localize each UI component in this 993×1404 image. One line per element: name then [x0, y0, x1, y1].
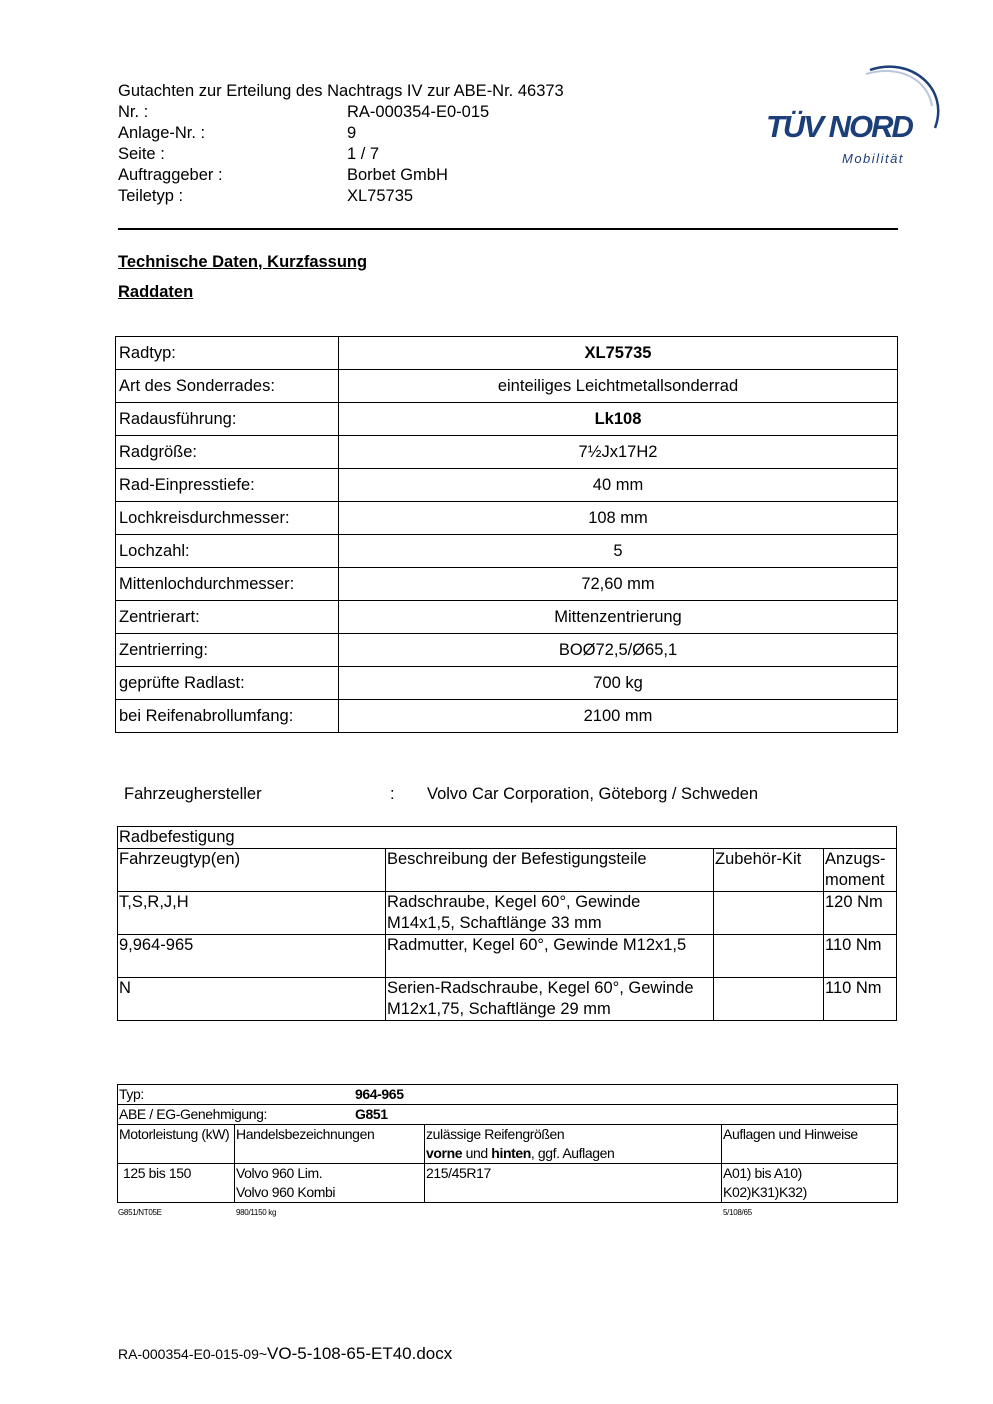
- cell-typ: N: [118, 978, 386, 1021]
- table-row: [116, 370, 898, 403]
- cell-reifen: 215/45R17: [425, 1164, 722, 1203]
- befestigung-title: Radbefestigung: [118, 827, 897, 849]
- foot-bolt: 5/108/65: [723, 1208, 752, 1217]
- table-row: [116, 667, 898, 700]
- table-row: [116, 403, 898, 436]
- row-value: 2100 mm: [339, 700, 898, 733]
- document-header: [118, 81, 758, 207]
- table-row: [116, 568, 898, 601]
- header-value: RA-000354-E0-015: [347, 103, 490, 121]
- cell-desc: Radmutter, Kegel 60°, Gewinde M12x1,5: [386, 935, 714, 978]
- header-label: Teiletyp :: [118, 187, 184, 205]
- header-value: 9: [347, 124, 357, 142]
- rest-text: , ggf. Auflagen: [530, 1145, 615, 1161]
- column-header: Beschreibung der Befestigungsteile: [386, 849, 714, 892]
- table-row: [116, 535, 898, 568]
- cell-leistung: 125 bis 150: [118, 1164, 235, 1203]
- column-header: Auflagen und Hinweise: [722, 1125, 898, 1164]
- hinten-text: hinten: [491, 1145, 531, 1161]
- row-label: Radgröße:: [116, 436, 339, 469]
- header-value: 1 / 7: [347, 145, 380, 163]
- header-divider: [118, 228, 898, 230]
- column-header: Zubehör-Kit: [714, 849, 824, 892]
- table-row: [116, 337, 898, 370]
- abe-value: G851: [355, 1106, 388, 1122]
- hersteller-separator: :: [390, 785, 395, 803]
- table-row: [118, 935, 897, 978]
- table-row: [116, 634, 898, 667]
- header-row: [118, 102, 758, 123]
- abe-label: ABE / EG-Genehmigung:: [119, 1106, 268, 1122]
- table-row: [118, 1164, 898, 1203]
- hersteller-value: Volvo Car Corporation, Göteborg / Schweden: [427, 785, 759, 803]
- row-value: 40 mm: [339, 469, 898, 502]
- cell-desc: Radschraube, Kegel 60°, Gewinde M14x1,5, Schaftlänge 33 mm: [386, 892, 714, 935]
- row-label: Art des Sonderrades:: [116, 370, 339, 403]
- row-value: Lk108: [339, 403, 898, 436]
- cell-moment: 110 Nm: [824, 935, 897, 978]
- row-value: 5: [339, 535, 898, 568]
- column-header-reifen: [425, 1125, 722, 1164]
- row-value: Mittenzentrierung: [339, 601, 898, 634]
- row-value: 72,60 mm: [339, 568, 898, 601]
- table-header-row: [118, 1125, 898, 1164]
- foot-weight: 980/1150 kg: [236, 1208, 277, 1217]
- typ-label: Typ:: [119, 1086, 144, 1102]
- row-label: bei Reifenabrollumfang:: [116, 700, 339, 733]
- cell-kit: [714, 935, 824, 978]
- und-text: und: [465, 1145, 488, 1161]
- column-header: Fahrzeugtyp(en): [118, 849, 386, 892]
- column-header: Handelsbezeichnungen: [235, 1125, 425, 1164]
- cell-kit: [714, 978, 824, 1021]
- header-value: Borbet GmbH: [347, 166, 448, 184]
- header-row: [118, 123, 758, 144]
- row-value: 108 mm: [339, 502, 898, 535]
- row-label: Zentrierring:: [116, 634, 339, 667]
- section-title: Technische Daten, Kurzfassung: [118, 253, 368, 271]
- table-row: [116, 436, 898, 469]
- row-value: 700 kg: [339, 667, 898, 700]
- table-row: [116, 700, 898, 733]
- tuv-nord-logo: [760, 58, 945, 173]
- cell-moment: 110 Nm: [824, 978, 897, 1021]
- column-header: zulässige Reifengrößen: [426, 1126, 565, 1142]
- table-row: [118, 892, 897, 935]
- header-label: Auftraggeber :: [118, 166, 223, 184]
- raddaten-table: [115, 336, 898, 733]
- header-row: [118, 144, 758, 165]
- cell-desc: Serien-Radschraube, Kegel 60°, Gewinde M12x1,75, Schaftlänge 29 mm: [386, 978, 714, 1021]
- bezeichnung-1: Volvo 960 Lim.: [236, 1165, 323, 1181]
- logo-brand: TÜV NORD: [766, 109, 912, 144]
- row-label: Lochkreisdurchmesser:: [116, 502, 339, 535]
- header-value: XL75735: [347, 187, 414, 205]
- typ-table: [117, 1084, 898, 1203]
- row-value: einteiliges Leichtmetallsonderrad: [339, 370, 898, 403]
- auflagen-1: A01) bis A10): [723, 1165, 802, 1181]
- page-footer: [118, 1344, 452, 1364]
- footer-prefix: RA-000354-E0-015-09~: [118, 1346, 268, 1362]
- cell-auflagen: [722, 1164, 898, 1203]
- cell-bezeichnung: [235, 1164, 425, 1203]
- document-title: Gutachten zur Erteilung des Nachtrags IV zur ABE-Nr. 46373: [118, 82, 564, 100]
- row-label: geprüfte Radlast:: [116, 667, 339, 700]
- header-row: [118, 186, 758, 207]
- table-row: [118, 978, 897, 1021]
- section-subtitle: Raddaten: [118, 283, 194, 301]
- footer-file: VO-5-108-65-ET40.docx: [267, 1344, 453, 1363]
- foot-code: G851/NT05E: [118, 1208, 162, 1217]
- befestigung-table: [117, 826, 897, 1021]
- table-row: [116, 601, 898, 634]
- cell-kit: [714, 892, 824, 935]
- cell-typ: T,S,R,J,H: [118, 892, 386, 935]
- header-row: [118, 165, 758, 186]
- row-value: 7½Jx17H2: [339, 436, 898, 469]
- cell-typ: 9,964-965: [118, 935, 386, 978]
- abe-row: [118, 1105, 898, 1125]
- row-label: Mittenlochdurchmesser:: [116, 568, 339, 601]
- cell-moment: 120 Nm: [824, 892, 897, 935]
- logo-subtitle: Mobilität: [842, 151, 904, 166]
- header-label: Anlage-Nr. :: [118, 124, 206, 142]
- row-label: Radtyp:: [116, 337, 339, 370]
- column-header: Motorleistung (kW): [118, 1125, 235, 1164]
- header-label: Seite :: [118, 145, 165, 163]
- typ-value: 964-965: [355, 1086, 404, 1102]
- table-row: [116, 469, 898, 502]
- hersteller-label: Fahrzeughersteller: [124, 785, 262, 803]
- row-value: XL75735: [339, 337, 898, 370]
- row-label: Radausführung:: [116, 403, 339, 436]
- row-label: Zentrierart:: [116, 601, 339, 634]
- header-label: Nr. :: [118, 103, 149, 121]
- typ-row: [118, 1085, 898, 1105]
- row-label: Lochzahl:: [116, 535, 339, 568]
- bezeichnung-2: Volvo 960 Kombi: [236, 1184, 336, 1200]
- table-header-row: [118, 849, 897, 892]
- table-row: [116, 502, 898, 535]
- auflagen-2: K02)K31)K32): [723, 1184, 807, 1200]
- row-label: Rad-Einpresstiefe:: [116, 469, 339, 502]
- column-header-sub: [426, 1144, 720, 1163]
- table-title-row: [118, 827, 897, 849]
- vorne-text: vorne: [426, 1145, 463, 1161]
- row-value: BOØ72,5/Ø65,1: [339, 634, 898, 667]
- column-header: Anzugs-moment: [824, 849, 897, 892]
